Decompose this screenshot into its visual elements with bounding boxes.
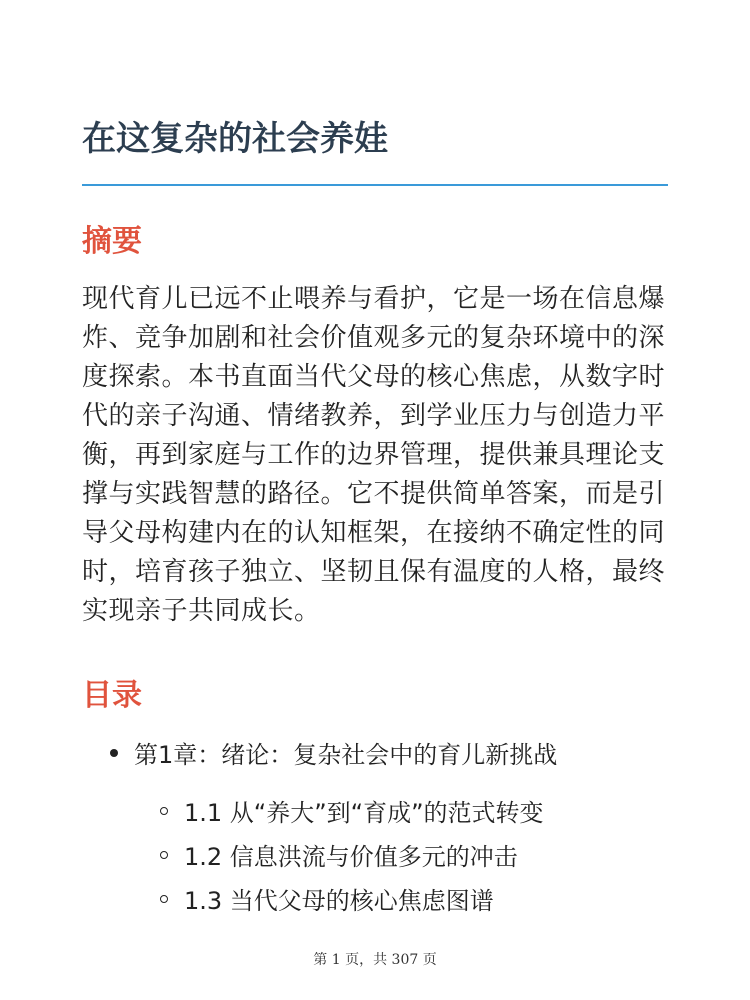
toc-chapter-label: 第1章：绪论：复杂社会中的育儿新挑战 [134,741,558,769]
toc-heading: 目录 [82,678,142,713]
circle-bullet-icon [160,807,168,815]
toc-section-label: 1.2 信息洪流与价值多元的冲击 [184,843,518,871]
disc-bullet-icon [110,749,118,757]
title-divider [82,184,668,186]
circle-bullet-icon [160,851,168,859]
abstract-heading: 摘要 [82,224,142,259]
page-number-footer: 第 1 页，共 307 页 [313,952,437,968]
toc-section-1-2[interactable] [160,840,518,874]
document-title: 在这复杂的社会养娃 [82,119,388,159]
toc-section-label: 1.1 从“养大”到“育成”的范式转变 [184,799,544,827]
circle-bullet-icon [160,895,168,903]
toc-section-1-3[interactable] [160,884,494,918]
toc-section-1-1[interactable] [160,796,544,830]
abstract-paragraph: 现代育儿已远不止喂养与看护，它是一场在信息爆炸、竞争加剧和社会价值观多元的复杂环境中的深度探索。本书直面当代父母的核心焦虑，从数字时代的亲子沟通、情绪教养，到学业压力与创造力平衡，再到家庭与工作的边界管理，提供兼具理论支撑与实践智慧的路径。它不提供简单答案，而是引导父母构建内在的认知框架，在接纳不确定性的同时，培育孩子独立、坚韧且保有温度的人格，最终实现亲子共同成长。 [82,284,666,626]
toc-section-label: 1.3 当代父母的核心焦虑图谱 [184,887,494,915]
toc-chapter-1[interactable] [110,738,557,772]
